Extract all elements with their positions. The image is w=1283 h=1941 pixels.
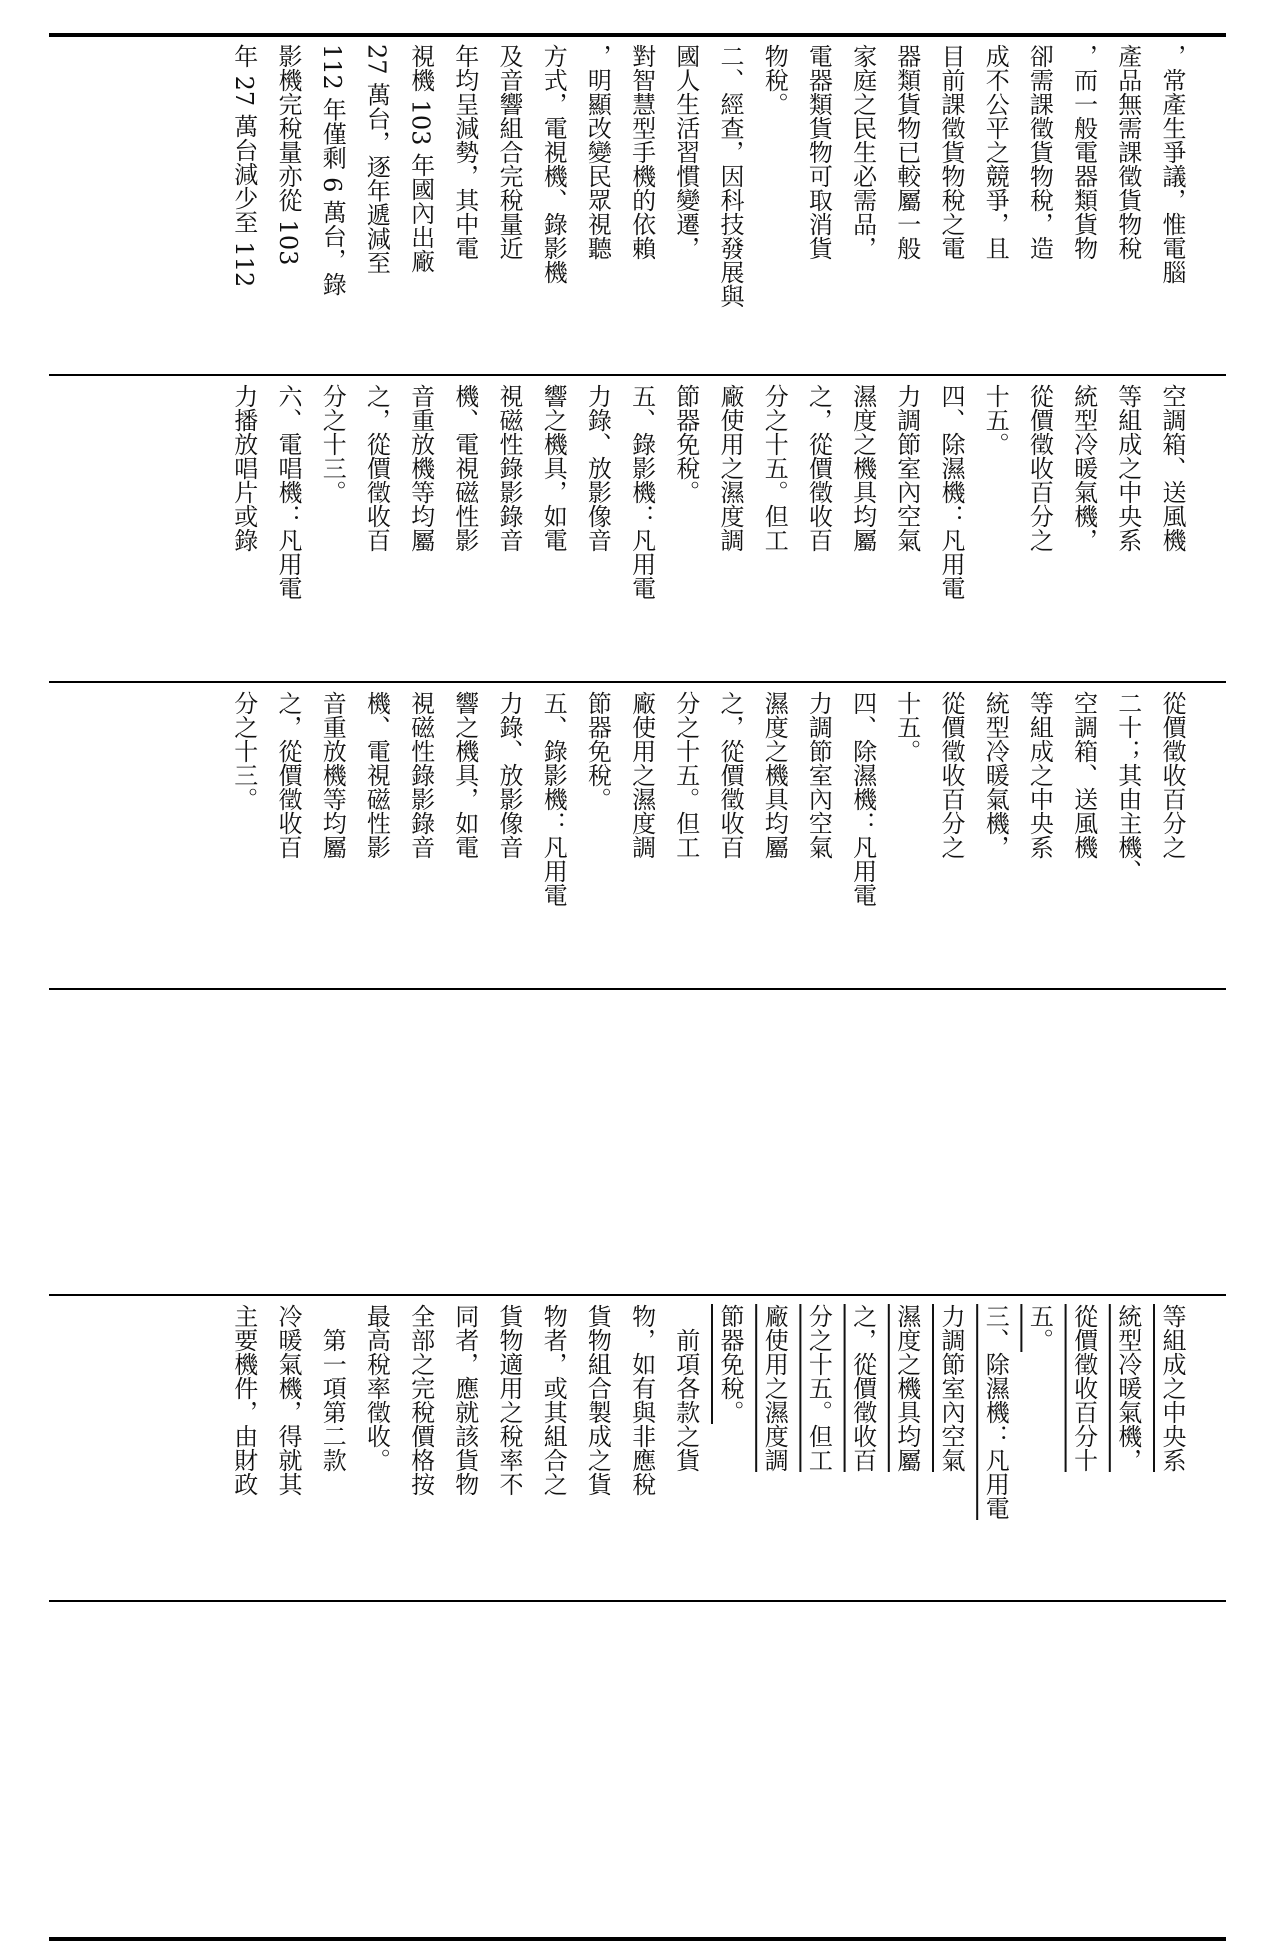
bottom-rule xyxy=(49,1937,1226,1941)
text-column: 方式，電視機、錄影機 xyxy=(539,44,568,284)
text-column: 從價徵收百分之 xyxy=(1025,384,1054,552)
text-column: 之，從價徵收百 xyxy=(362,384,391,552)
text-column: 卻需課徵貨物稅，造 xyxy=(1025,44,1054,260)
text-column: 濕度之機具均屬 xyxy=(892,1304,921,1472)
text-column: 前項各款之貨 xyxy=(671,1304,700,1472)
text-column: 從價徵收百分之 xyxy=(937,691,965,859)
text-column: 力錄、放影像音 xyxy=(495,691,523,859)
text-column: 節器免稅。 xyxy=(671,384,700,504)
text-column: 物，如有與非應稅 xyxy=(627,1304,656,1496)
text-column: 冷暖氣機，得就其 xyxy=(274,1304,302,1496)
text-column: 四、除濕機：凡用電 xyxy=(937,384,965,600)
text-column: 五。 xyxy=(1025,1304,1054,1352)
text-column: 主要機件，由財政 xyxy=(229,1304,258,1496)
table-row-empty xyxy=(49,1602,1226,1938)
text-column: 最高稅率徵收。 xyxy=(362,1304,391,1472)
text-column: 電器類貨物可取消貨 xyxy=(804,44,833,260)
text-column: 二、經查，因科技發展與 xyxy=(716,44,744,308)
text-column: 之，從價徵收百 xyxy=(804,384,833,552)
text-column: ，常產生爭議，惟電腦 xyxy=(1158,44,1186,284)
text-column: 及音響組合完稅量近 xyxy=(495,44,523,260)
text-column: 27 萬台，逐年遞減至 xyxy=(362,44,391,275)
text-column: 音重放機等均屬 xyxy=(318,691,347,859)
text-column: 貨物適用之稅率不 xyxy=(495,1304,523,1496)
table-row xyxy=(49,36,1226,374)
text-column: ，而一般電器類貨物 xyxy=(1069,44,1098,260)
text-column: 視磁性錄影錄音 xyxy=(406,691,435,859)
text-column: 力調節室內空氣 xyxy=(892,384,921,552)
text-column: 濕度之機具均屬 xyxy=(760,691,789,859)
text-column: 分之十五。但工 xyxy=(671,691,700,859)
text-column: 全部之完稅價格按 xyxy=(406,1304,435,1496)
text-column: 四、除濕機：凡用電 xyxy=(848,691,877,907)
text-column: 分之十五。但工 xyxy=(760,384,789,552)
text-column: 十五。 xyxy=(892,691,921,763)
text-column: 機、電視磁性影 xyxy=(450,384,479,552)
text-column: 六、電唱機：凡用電 xyxy=(274,384,302,600)
table-row xyxy=(49,1296,1226,1600)
text-column: 機、電視磁性影 xyxy=(362,691,391,859)
text-column: 對智慧型手機的依賴 xyxy=(627,44,656,260)
text-column: 節器免稅。 xyxy=(583,691,612,811)
text-column: 分之十三。 xyxy=(229,691,258,811)
text-column: 等組成之中央系 xyxy=(1113,384,1142,552)
text-column: 目前課徵貨物稅之電 xyxy=(937,44,965,260)
text-column: 音重放機等均屬 xyxy=(406,384,435,552)
text-column: 物者，或其組合之 xyxy=(539,1304,568,1496)
text-column: 統型冷暖氣機， xyxy=(1113,1304,1142,1472)
text-column: 二十；其由主機、 xyxy=(1113,691,1142,883)
text-column: 五、錄影機：凡用電 xyxy=(627,384,656,600)
text-column: 視機 103 年國內出廠 xyxy=(406,44,435,274)
text-column: 十五。 xyxy=(981,384,1010,456)
text-column: 等組成之中央系 xyxy=(1158,1304,1186,1472)
text-column: 五、錄影機：凡用電 xyxy=(539,691,568,907)
text-column: 力錄、放影像音 xyxy=(583,384,612,552)
text-column: 力播放唱片或錄 xyxy=(229,384,258,552)
text-column: 112 年僅剩 6 萬台，錄 xyxy=(318,44,347,296)
text-column: 三、除濕機：凡用電 xyxy=(981,1304,1010,1520)
text-column: 影機完稅量亦從 103 xyxy=(274,44,302,266)
text-column: 之，從價徵收百 xyxy=(274,691,302,859)
text-column: 成不公平之競爭，且 xyxy=(981,44,1010,260)
table-row-empty xyxy=(49,990,1226,1294)
text-column: 響之機具，如電 xyxy=(539,384,568,552)
text-column: 廠使用之濕度調 xyxy=(716,384,744,552)
text-column: 分之十三。 xyxy=(318,384,347,504)
text-column: 廠使用之濕度調 xyxy=(627,691,656,859)
text-column: 第一項第二款 xyxy=(318,1304,347,1472)
text-column: 節器免稅。 xyxy=(716,1304,744,1424)
text-column: 年 27 萬台減少至 112 xyxy=(229,44,258,288)
text-column: 從價徵收百分十 xyxy=(1069,1304,1098,1472)
text-column: 家庭之民生必需品， xyxy=(848,44,877,260)
text-column: 產品無需課徵貨物稅 xyxy=(1113,44,1142,260)
text-column: 同者，應就該貨物 xyxy=(450,1304,479,1496)
table-row xyxy=(49,683,1226,988)
text-column: 力調節室內空氣 xyxy=(804,691,833,859)
text-column: 貨物組合製成之貨 xyxy=(583,1304,612,1496)
text-column: ，明顯改變民眾視聽 xyxy=(583,44,612,260)
text-column: 等組成之中央系 xyxy=(1025,691,1054,859)
text-column: 空調箱、送風機 xyxy=(1069,691,1098,859)
text-column: 統型冷暖氣機， xyxy=(981,691,1010,859)
text-column: 視磁性錄影錄音 xyxy=(495,384,523,552)
text-column: 統型冷暖氣機， xyxy=(1069,384,1098,552)
table-row xyxy=(49,376,1226,681)
text-column: 年均呈減勢，其中電 xyxy=(450,44,479,260)
text-column: 之，從價徵收百 xyxy=(716,691,744,859)
text-column: 器類貨物已較屬一般 xyxy=(892,44,921,260)
text-column: 之，從價徵收百 xyxy=(848,1304,877,1472)
text-column: 從價徵收百分之 xyxy=(1158,691,1186,859)
text-column: 力調節室內空氣 xyxy=(937,1304,965,1472)
text-column: 分之十五。但工 xyxy=(804,1304,833,1472)
text-column: 空調箱、送風機 xyxy=(1158,384,1186,552)
text-column: 濕度之機具均屬 xyxy=(848,384,877,552)
text-column: 廠使用之濕度調 xyxy=(760,1304,789,1472)
text-column: 物稅。 xyxy=(760,44,789,116)
text-column: 國人生活習慣變遷， xyxy=(671,44,700,260)
text-column: 響之機具，如電 xyxy=(450,691,479,859)
